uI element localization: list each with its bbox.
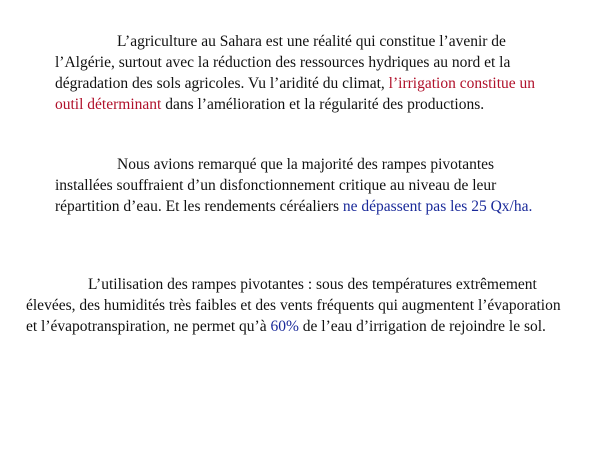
- paragraph-text: L’utilisation des rampes pivotantes : sous des températures extrêmement élevées, des humidités très faibles et des vents fréquents qui augmentent l’évaporation et l’évapotranspiration, ne permet qu’à: [26, 276, 561, 335]
- paragraph-text: dans l’amélioration et la régularité des productions.: [161, 96, 485, 113]
- paragraph-agriculture-sahara: [55, 31, 555, 115]
- paragraph-text: de l’eau d’irrigation de rejoindre le sol.: [298, 318, 546, 335]
- highlighted-text-percentage: 60%: [270, 318, 299, 335]
- highlighted-text-irrigation: l’irrigation constitue un outil déterminant: [55, 75, 536, 113]
- paragraph-rampes-pivotantes: [55, 154, 555, 217]
- paragraph-text: Nous avions remarqué que la majorité des rampes pivotantes installées souffraient d’un disfonctionnement critique au niveau de leur répartition d’eau. Et les rendements céréaliers: [55, 156, 497, 215]
- paragraph-text: L’agriculture au Sahara est une réalité qui constitue l’avenir de l’Algérie, surtout avec la réduction des ressources hydriques au nord et la dégradation des sols agricoles. Vu l’aridité du climat,: [55, 33, 511, 92]
- highlighted-text-rendement: ne dépassent pas les 25 Qx/ha.: [342, 198, 533, 215]
- paragraph-utilisation-rampes: [26, 274, 574, 337]
